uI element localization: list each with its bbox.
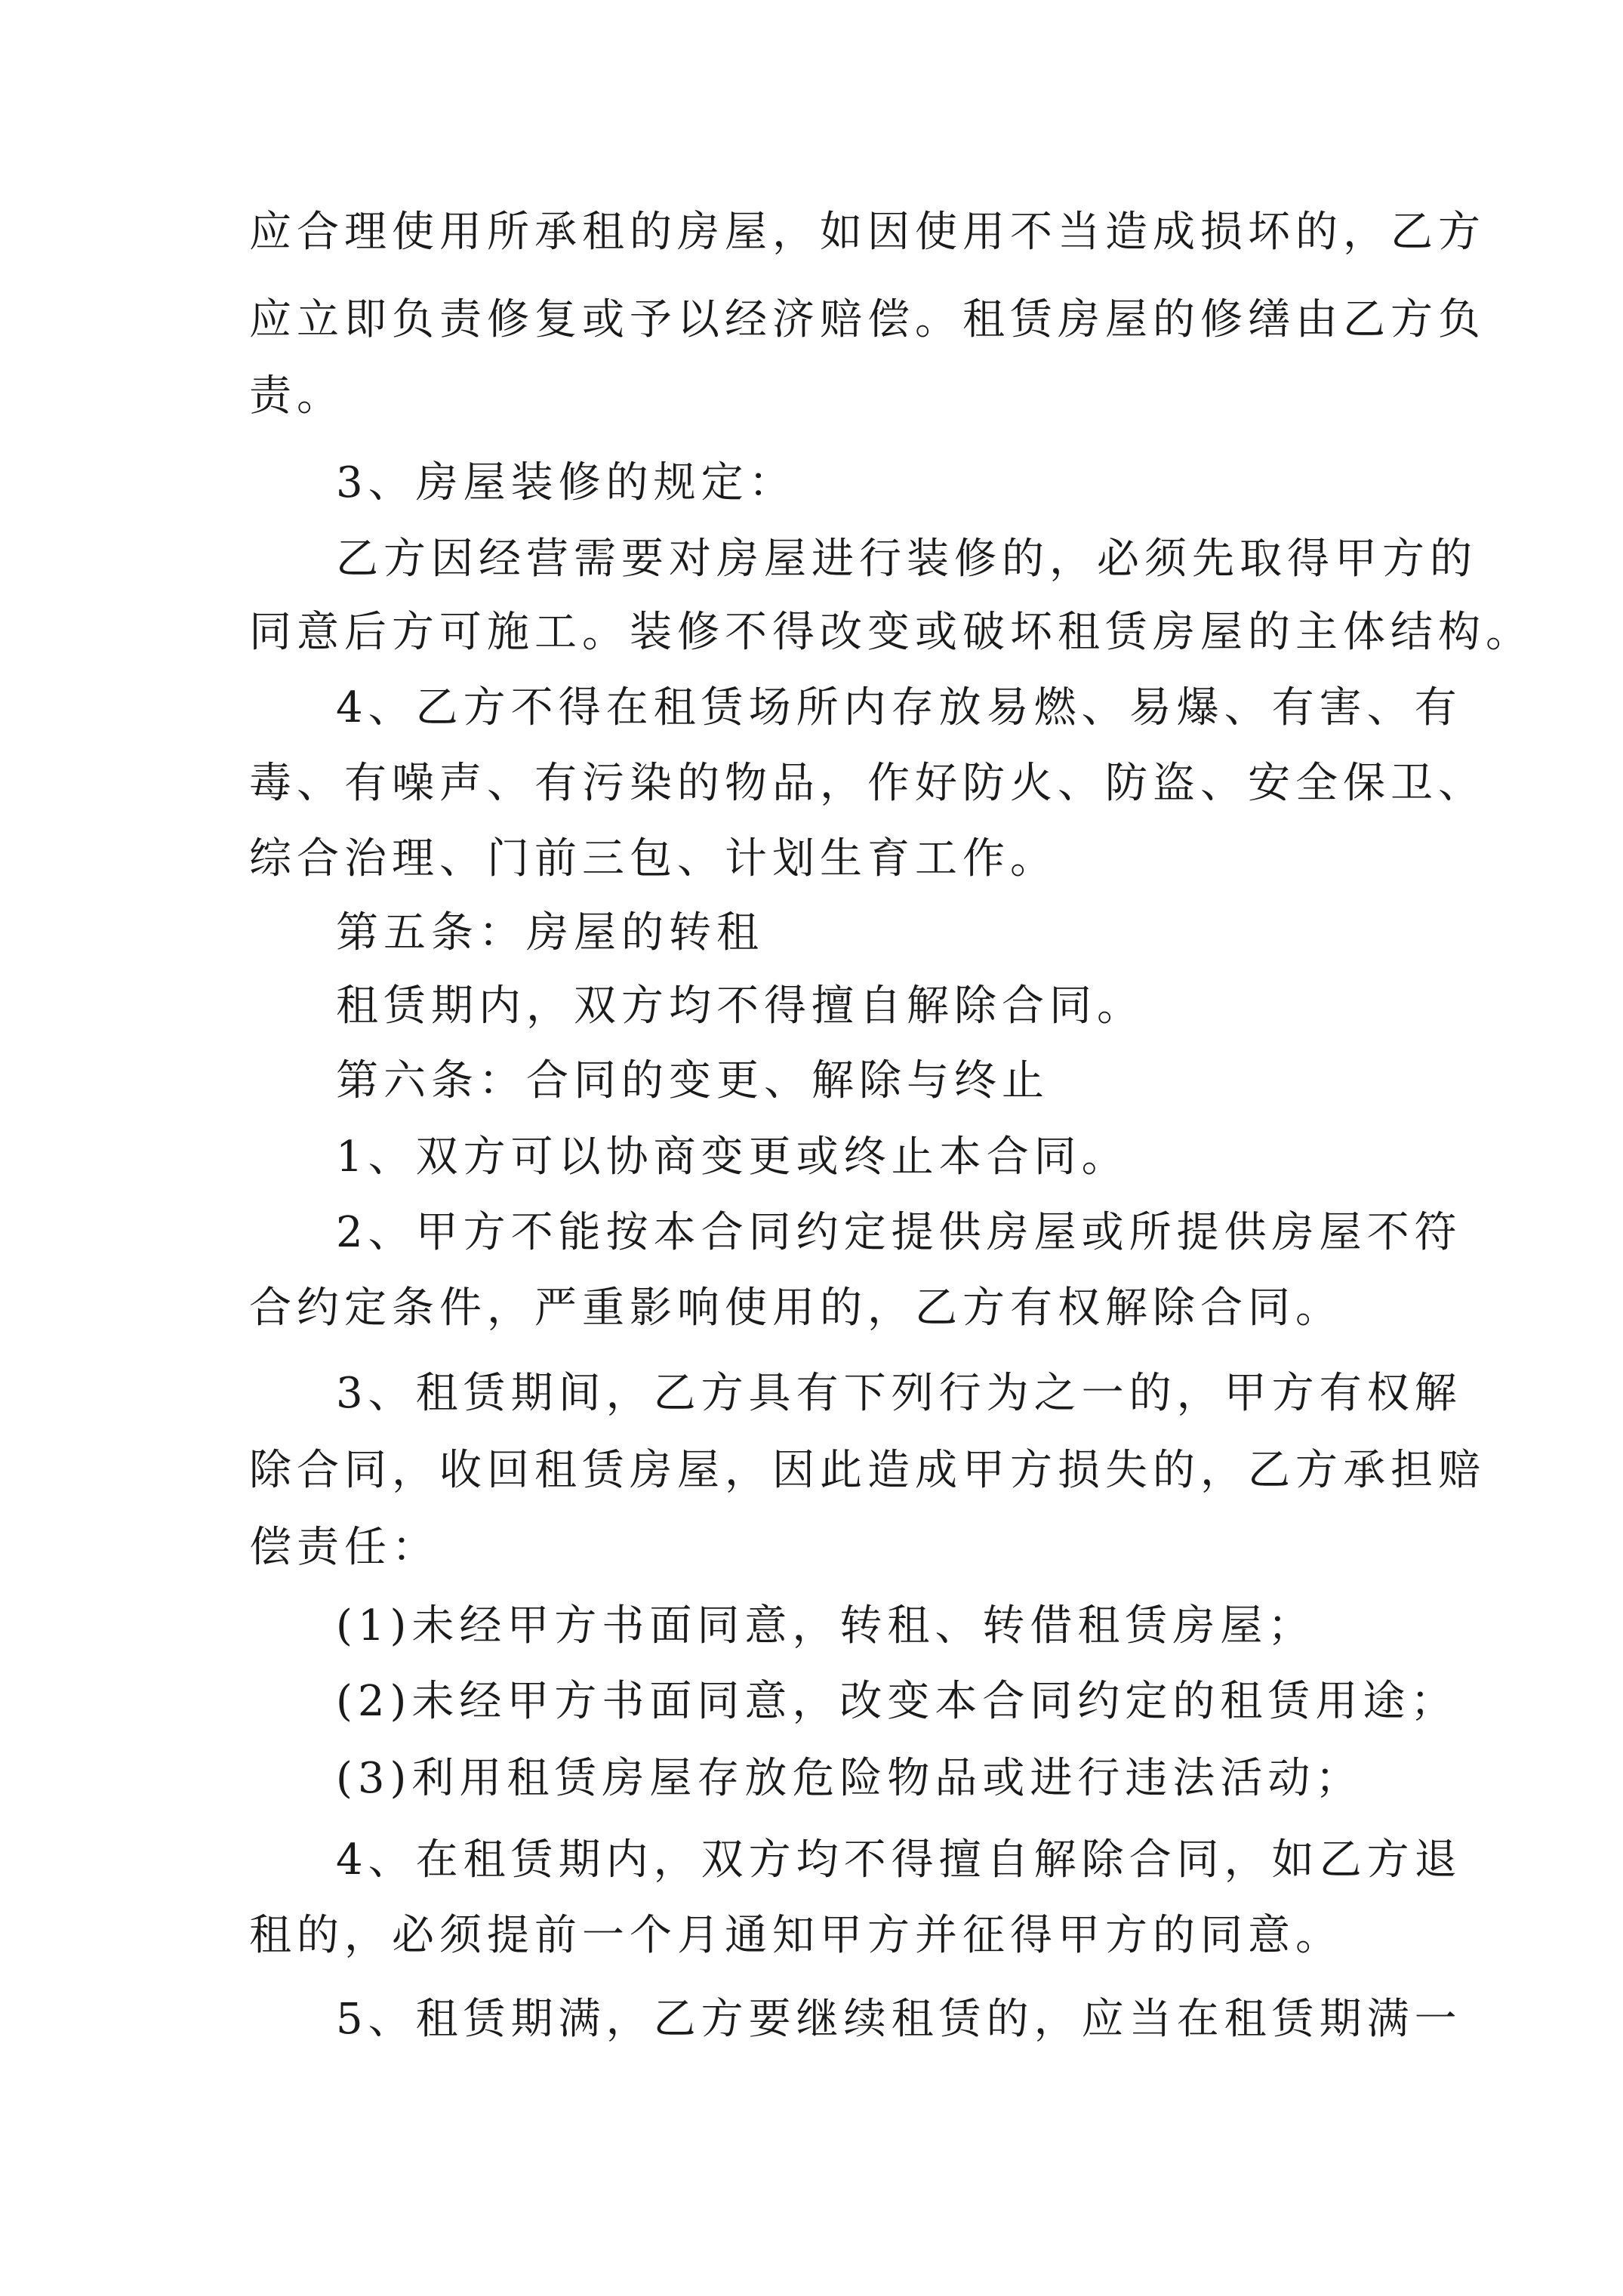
text-line: 偿责任： [249, 1523, 439, 1572]
text-line: 1、双方可以协商变更或终止本合同。 [336, 1133, 1129, 1182]
text-line: 租的，必须提前一个月通知甲方并征得甲方的同意。 [249, 1911, 1343, 1960]
text-line: 租赁期内，双方均不得擅自解除合同。 [336, 982, 1144, 1031]
text-line: 合约定条件，严重影响使用的，乙方有权解除合同。 [249, 1284, 1343, 1333]
text-line: 毒、有噪声、有污染的物品，作好防火、防盗、安全保卫、 [249, 759, 1486, 808]
text-line: 4、在租赁期内，双方均不得擅自解除合同，如乙方退 [336, 1835, 1462, 1885]
text-line: 除合同，收回租赁房屋，因此造成甲方损失的，乙方承担赔 [249, 1446, 1486, 1495]
text-line: 应立即负责修复或予以经济赔偿。租赁房屋的修缮由乙方负 [249, 295, 1486, 344]
text-line: 2、甲方不能按本合同约定提供房屋或所提供房屋不符 [336, 1208, 1462, 1257]
text-line: 应合理使用所承租的房屋，如因使用不当造成损坏的，乙方 [249, 208, 1486, 257]
list-item: (2)未经甲方书面同意，改变本合同约定的租赁用途； [336, 1677, 1458, 1726]
text-line: 同意后方可施工。装修不得改变或破坏租赁房屋的主体结构。 [249, 608, 1533, 657]
section-heading: 第五条：房屋的转租 [336, 908, 764, 957]
text-line: 4、乙方不得在租赁场所内存放易燃、易爆、有害、有 [336, 683, 1462, 732]
text-line: 3、房屋装修的规定： [336, 458, 796, 507]
list-item: (3)利用租赁房屋存放危险物品或进行违法活动； [336, 1754, 1363, 1803]
text-line: 综合治理、门前三包、计划生育工作。 [249, 834, 1058, 883]
list-item: (1)未经甲方书面同意，转租、转借租赁房屋； [336, 1601, 1316, 1650]
text-line: 责。 [249, 371, 344, 421]
text-line: 乙方因经营需要对房屋进行装修的，必须先取得甲方的 [336, 535, 1477, 584]
section-heading: 第六条：合同的变更、解除与终止 [336, 1056, 1049, 1105]
text-line: 5、租赁期满，乙方要继续租赁的，应当在租赁期满一 [336, 1995, 1462, 2044]
text-line: 3、租赁期间，乙方具有下列行为之一的，甲方有权解 [336, 1369, 1462, 1418]
